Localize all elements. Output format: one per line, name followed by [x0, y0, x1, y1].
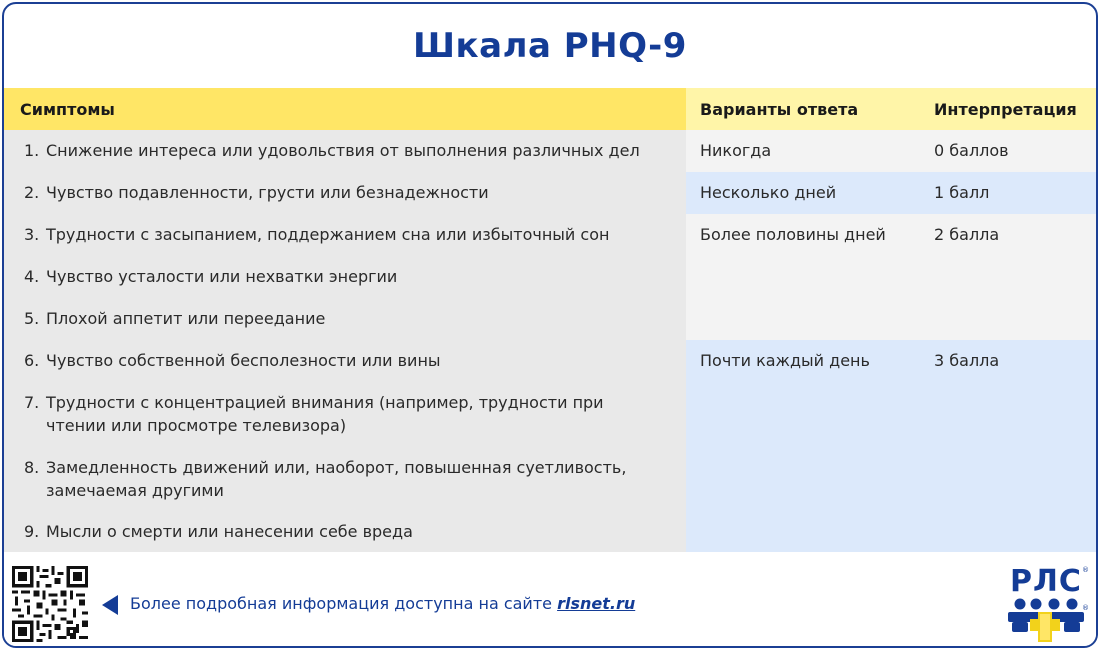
- registered-mark: ®: [1082, 604, 1089, 612]
- answer-option: Несколько дней: [700, 183, 837, 202]
- footer: [4, 552, 1096, 648]
- header-interpretation: Интерпретация: [934, 100, 1077, 119]
- answer-score: 3 балла: [934, 351, 1000, 370]
- logo-text: РЛС: [1010, 564, 1082, 599]
- answer-score: 2 балла: [934, 225, 1000, 244]
- answer-option: Никогда: [700, 141, 772, 160]
- symptom-item: 5. Плохой аппетит или переедание: [24, 309, 326, 328]
- symptom-item: 7. Трудности с концентрацией внимания (например, трудности при чтении или просмотре телевизора): [24, 393, 604, 435]
- answer-score: 0 баллов: [934, 141, 1009, 160]
- arrow-left-icon: [102, 595, 118, 615]
- symptom-item: 3. Трудности с засыпанием, поддержанием сна или избыточный сон: [24, 225, 610, 244]
- header-symptoms: Симптомы: [4, 88, 686, 130]
- rls-logo-icon: [1004, 564, 1090, 644]
- symptom-item: 6. Чувство собственной бесполезности или вины: [24, 351, 441, 370]
- answer-option: Более половины дней: [700, 225, 886, 244]
- registered-mark: ®: [1082, 566, 1089, 574]
- header-answers-row: [686, 88, 1098, 130]
- more-info-text: Более подробная информация доступна на сайте rlsnet.ru: [130, 594, 636, 613]
- page-title: Шкала PHQ-9: [413, 26, 687, 66]
- rlsnet-link[interactable]: rlsnet.ru: [557, 594, 636, 613]
- qr-code-icon[interactable]: [12, 566, 88, 642]
- answer-option: Почти каждый день: [700, 351, 870, 370]
- header-answers: Варианты ответа: [700, 100, 859, 119]
- symptom-item: 9. Мысли о смерти или нанесении себе вреда: [24, 522, 413, 541]
- symptom-item: 1. Снижение интереса или удовольствия от выполнения различных дел: [24, 141, 640, 160]
- phq9-card: [2, 2, 1098, 648]
- people-cross-icon: [1004, 598, 1090, 644]
- symptom-item: 4. Чувство усталости или нехватки энергии: [24, 267, 398, 286]
- symptom-item: 2. Чувство подавленности, грусти или безнадежности: [24, 183, 489, 202]
- symptom-item: 8. Замедленность движений или, наоборот, повышенная суетливость, замечаемая другими: [24, 458, 627, 500]
- answer-score: 1 балл: [934, 183, 990, 202]
